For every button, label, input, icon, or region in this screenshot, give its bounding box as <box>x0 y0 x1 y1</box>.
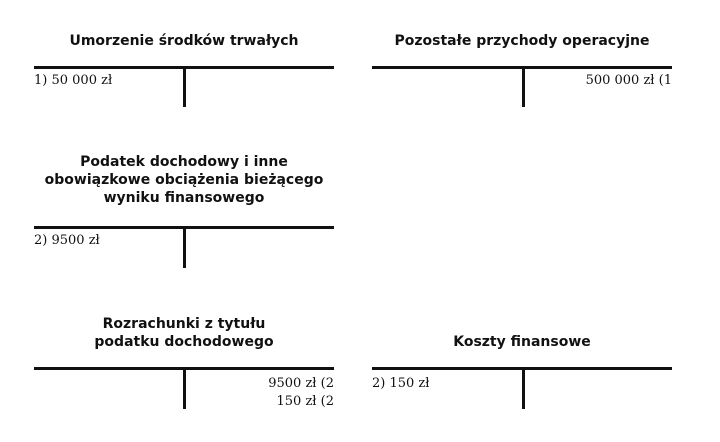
credit-entry: 150 zł (2 <box>276 394 334 409</box>
debit-entry: 2) 150 zł <box>372 376 430 391</box>
account-title: Pozostałe przychody operacyjne <box>394 33 650 49</box>
debit-entry: 1) 50 000 zł <box>34 73 113 88</box>
account-vertical-line <box>183 226 186 268</box>
account-vertical-line <box>522 367 525 409</box>
credit-entry: 500 000 zł (1 <box>585 73 672 88</box>
debit-entry: 2) 9500 zł <box>34 233 100 248</box>
account-vertical-line <box>522 66 525 107</box>
account-vertical-line <box>183 367 186 409</box>
credit-entry: 9500 zł (2 <box>268 376 334 391</box>
account-title: Umorzenie środków trwałych <box>69 33 299 49</box>
account-vertical-line <box>183 66 186 107</box>
account-title: Rozrachunki z tytułu podatku dochodowego <box>94 316 274 350</box>
account-title: Koszty finansowe <box>453 334 591 350</box>
account-title: Podatek dochodowy i inne obowiązkowe obciążenia bieżącego wyniku finansowego <box>44 154 324 206</box>
